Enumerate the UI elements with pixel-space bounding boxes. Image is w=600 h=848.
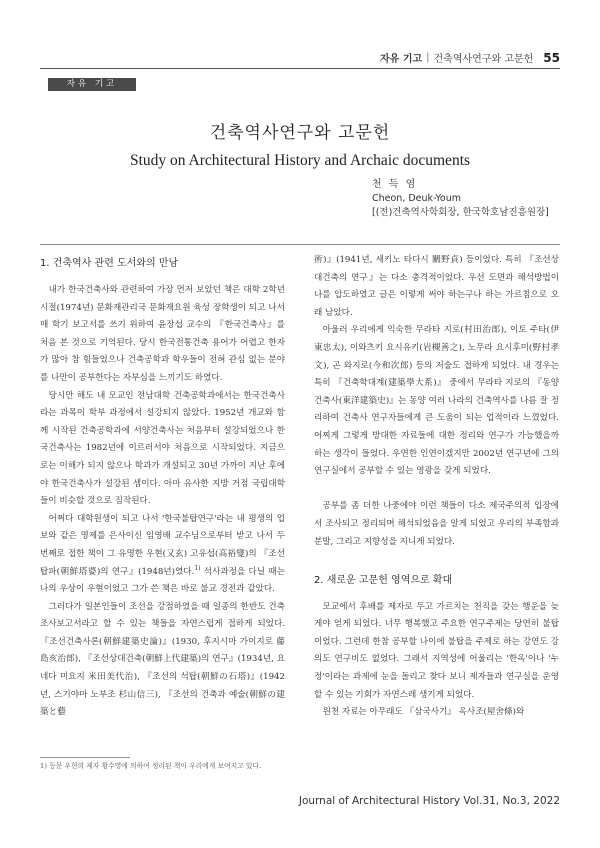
author-name-korean: 천 득 염 bbox=[372, 179, 418, 190]
paragraph-text: 어쩌다 대학원생이 되고 나서 '한국불탑연구'라는 내 평생의 업보와 같은 명제를 은사이신 임영배 교수님으로부터 받고 나서 두 번째로 접한 책이 그 유명한 우현(又玄) 고유섭(高裕燮)의 『조선탑파(朝鮮塔婆)의 연구』(1948년)였다. bbox=[40, 513, 285, 577]
paragraph: 내가 한국건축사와 관련하여 가장 먼저 보았던 책은 대학 2학년 시절(1974년) 문화재관리국 문화재요원 육성 장학생이 되고 나서 매 학기 보고서를 쓰기 위하여 윤장섭 교수의 『한국건축사』를 처음 본 것으로 기억된다. 당시 한국전통건축 용어가 어렵고 한자가 많아 참 힘들었으나 건축공학과 학우들이 전혀 관심 없는 분야를 나만이 공부한다는 자부심을 느끼기도 하였다. bbox=[40, 285, 285, 383]
article-title-korean: 건축역사연구와 고문헌 bbox=[209, 123, 391, 143]
running-head-section: 자유 기고 bbox=[380, 54, 423, 65]
page-number: 55 bbox=[543, 50, 560, 65]
running-head bbox=[380, 50, 560, 65]
running-head-separator: | bbox=[426, 52, 430, 63]
footnote-marker: 1) bbox=[194, 564, 201, 572]
paragraph: 術)』(1941년, 세키노 타다시 關野貞) 등이었다. 특히 『조선상대건축의 연구』는 다소 충격적이었다. 우선 도면과 해석방법이 나를 압도하였고 글은 이렇게 써야 하는구나 하는 가르침으로 오래 남았다. bbox=[314, 255, 559, 318]
header-divider bbox=[40, 244, 560, 245]
paragraph: 원천 자료는 아무래도 『삼국사기』 옥사조(屋舍條)와 bbox=[322, 707, 525, 718]
paragraph bbox=[40, 511, 285, 599]
paragraph: 공부를 좀 더한 나중에야 이런 책들이 다소 제국주의적 입장에서 조사되고 정리되며 해석되었음을 알게 되었고 우리의 부족함과 분발, 그리고 지향성을 지니게 되었다. bbox=[314, 501, 559, 547]
author-name-english: Cheon, Deuk-Youm bbox=[372, 193, 461, 204]
paragraph: 모교에서 후배를 제자로 두고 가르치는 천직을 갖는 행운을 늦게야 얻게 되었다. 너무 행복했고 주요한 연구주제는 당연히 불탑이었다. 그런데 한참 공부할 나이에 불탑을 주제로 하는 강연도 강의도 연구비도 없었다. 그래서 지역성에 어울리는 '한옥'이나 '누정'이라는 과제에 눈을 돌리고 찾다 보니 제자들과 연구실을 운영할 수 있는 기회가 자연스레 생기게 되었다. bbox=[314, 601, 559, 700]
right-column bbox=[314, 252, 559, 722]
category-tag: 자유 기고 bbox=[48, 78, 136, 91]
running-head-article: 건축역사연구와 고문헌 bbox=[433, 54, 534, 65]
author-affiliation: [(전)건축역사학회장, 한국학호남진흥원장] bbox=[372, 207, 549, 218]
section-heading-1: 1. 건축역사 관련 도서와의 만남 bbox=[40, 258, 179, 269]
paragraph: 당시만 해도 내 모교인 전남대학 건축공학과에서는 한국건축사라는 과목이 학부 과정에서 설강되지 않았다. 1952년 개교와 함께 시작된 건축공학과에 서양건축사는 처음부터 설강되었으나 한국건축사는 1982년에 이르러서야 처음으로 시작되었다. 지금으로는 이해가 되지 않으나 학과가 개설되고 30년 가까이 지난 후에야 한국건축사가 설강된 셈이다. 아마 유사한 지방 거점 국립대학들이 비슷할 것으로 짐작된다. bbox=[40, 390, 285, 507]
paragraph-gap bbox=[314, 551, 559, 569]
footnote: 1) 등문 우현의 제자 황수영에 의하여 정리된 책이 우리에게 보여지고 있다. bbox=[40, 762, 262, 770]
top-rule bbox=[40, 68, 560, 69]
section-heading-2: 2. 새로운 고문헌 영역으로 확대 bbox=[314, 574, 453, 586]
left-column bbox=[40, 252, 285, 722]
paragraph-gap bbox=[314, 481, 559, 499]
paragraph: 아울러 우리에게 익숙한 무라타 지로(村田治郎), 이토 주타(伊東忠太), 이와츠키 요시유키(岩槻善之), 노무라 요시후미(野村孝文), 곤 와지로(今和次郎) 등의 저술도 접하게 되었다. 내 경우는 특히 『건축학대계(建築學大系)』 중에서 무라타 지로의 『동양건축사(東洋建築史)』는 동양 여러 나라의 건축역사를 나름 잘 정리하여 건축사 연구자들에게 큰 도움이 되는 업적이라 느꼈었다. 어찌게 그렇게 방대한 자료들에 대한 정리와 연구가 가능했을까 하는 생각이 들었다. 우연한 인연이겠지만 2002년 연구년에 그의 연구실에서 공부할 수 있는 영광을 갖게 되었다. bbox=[314, 325, 559, 477]
footnote-rule bbox=[40, 757, 130, 758]
author-block bbox=[372, 178, 549, 220]
paragraph-text: 석사과정을 다닐 때는 나의 우상이 우현이었고 그가 쓴 책은 바로 불교 경전과 같았다. bbox=[40, 566, 285, 595]
journal-footer: Journal of Architectural History Vol.31, No.3, 2022 bbox=[298, 795, 560, 807]
article-title-english: Study on Architectural History and Archaic documents bbox=[129, 152, 471, 169]
paragraph: 그러다가 일본인들이 조선을 강점하였을 때 일종의 한반도 건축 조사보고서라고 할 수 있는 책들을 자연스럽게 접하게 되었다. 『조선건축사론(朝鮮建築史論)』(1930, 후지시마 가이지로 藤島亥治郎), 『조선상대건축(朝鮮上代建築)의 연구』(1934년, 요네다 미요지 米田美代治), 『조선의 석탑(朝鮮の石塔)』(1942년, 스기야마 노부조 杉山信三), 『조선의 건축과 예술(朝鮮の建築と藝 bbox=[40, 601, 285, 718]
